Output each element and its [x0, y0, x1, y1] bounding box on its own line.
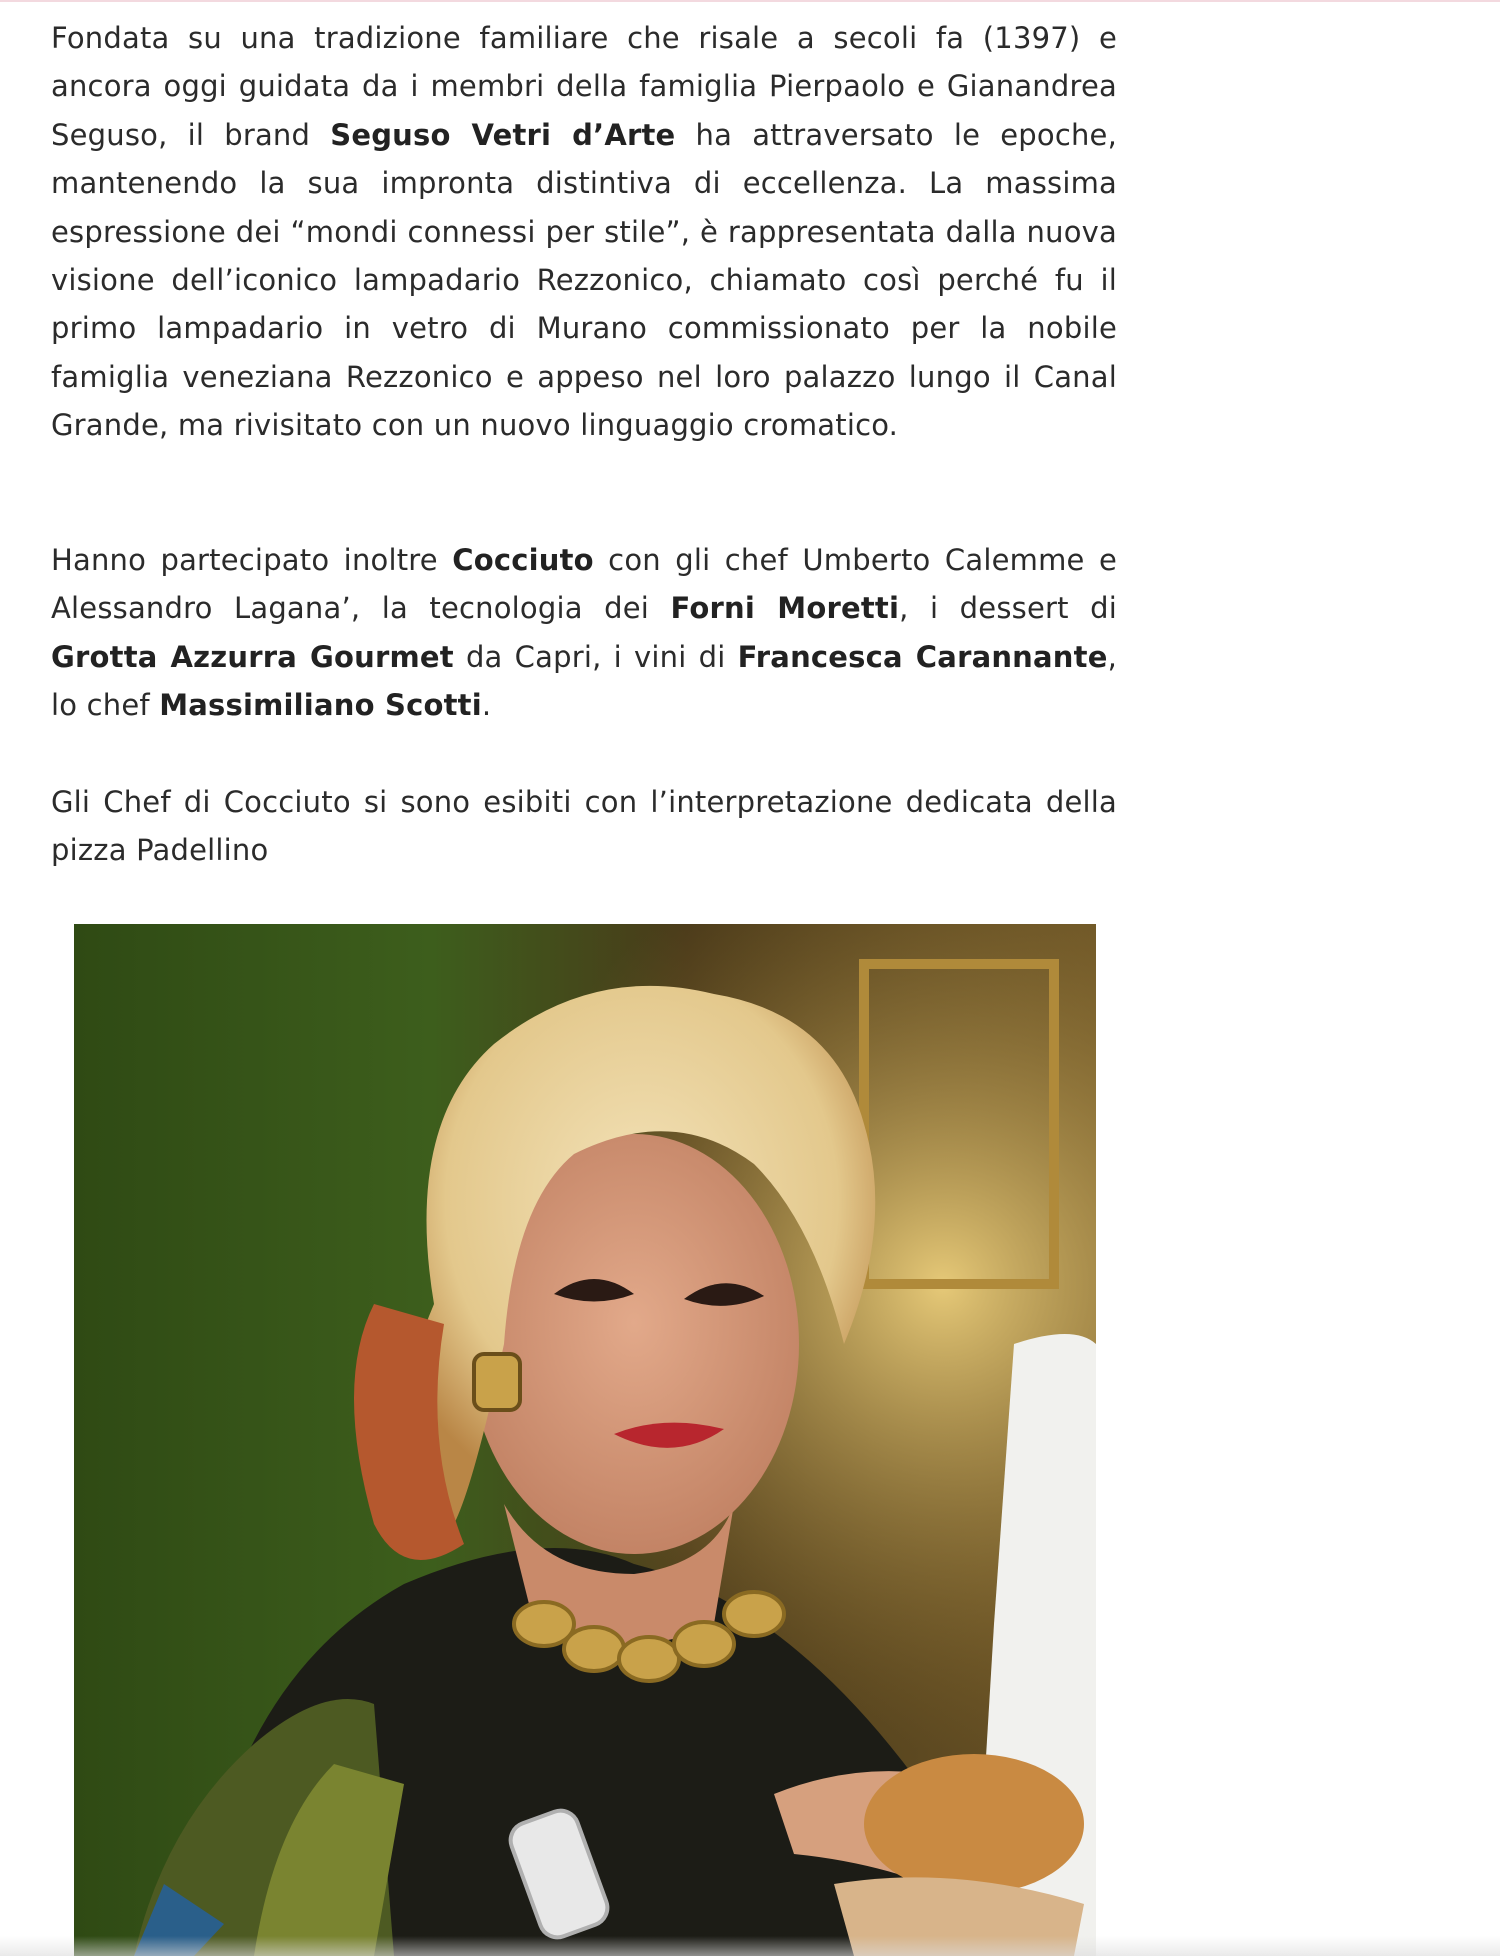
- participants-text-1: Hanno partecipato inoltre: [51, 543, 453, 577]
- participant-cocciuto: Cocciuto: [452, 543, 594, 577]
- participants-text-5: , lo chef: [51, 639, 1117, 723]
- participants-text-3: , i dessert di: [899, 591, 1117, 626]
- participant-francesca-carannante: Francesca Carannante: [737, 639, 1108, 674]
- paragraph-padellino: Gli Chef di Cocciuto si sono esibiti con l’interpretazione dedicata della pizza Padellino: [51, 785, 1117, 868]
- article-photo: [74, 924, 1096, 1956]
- paragraph-participants: [51, 536, 1117, 730]
- participant-massimiliano-scotti: Massimiliano Scotti: [159, 688, 482, 723]
- top-divider: [0, 0, 1500, 2]
- brand-seguso: Seguso Vetri d’Arte: [330, 117, 676, 152]
- participant-grotta-azzurra: Grotta Azzurra Gourmet: [51, 639, 454, 674]
- participant-forni-moretti: Forni Moretti: [670, 591, 900, 626]
- participants-text-6: .: [481, 688, 492, 723]
- participants-text-2: con gli chef Umberto Calemme e Alessandro Lagana’, la tecnologia dei: [51, 543, 1117, 626]
- participants-text-4: da Capri, i vini di: [453, 639, 738, 674]
- paragraph-seguso-intro: Fondata su una tradizione familiare che risale a secoli fa (1397) e ancora oggi guidata da i membri della famiglia Pierpaolo e Gianandrea Seguso, il brand: [51, 21, 1117, 152]
- bottom-shadow: [0, 1936, 1500, 1956]
- paragraph-seguso-rest: ha attraversato le epoche, mantenendo la sua impronta distintiva di eccellenza. La massima espressione dei “mondi connessi per stile”, è rappresentata dalla nuova visione dell’iconico lampadario Rezzonico, chiamato così perché fu il primo lampadario in vetro di Murano commissionato per la nobile famiglia veneziana Rezzonico e appeso nel loro palazzo lungo il Canal Grande, ma rivisitato con un nuovo linguaggio cromatico.: [51, 117, 1118, 443]
- paragraph-seguso: [51, 14, 1117, 450]
